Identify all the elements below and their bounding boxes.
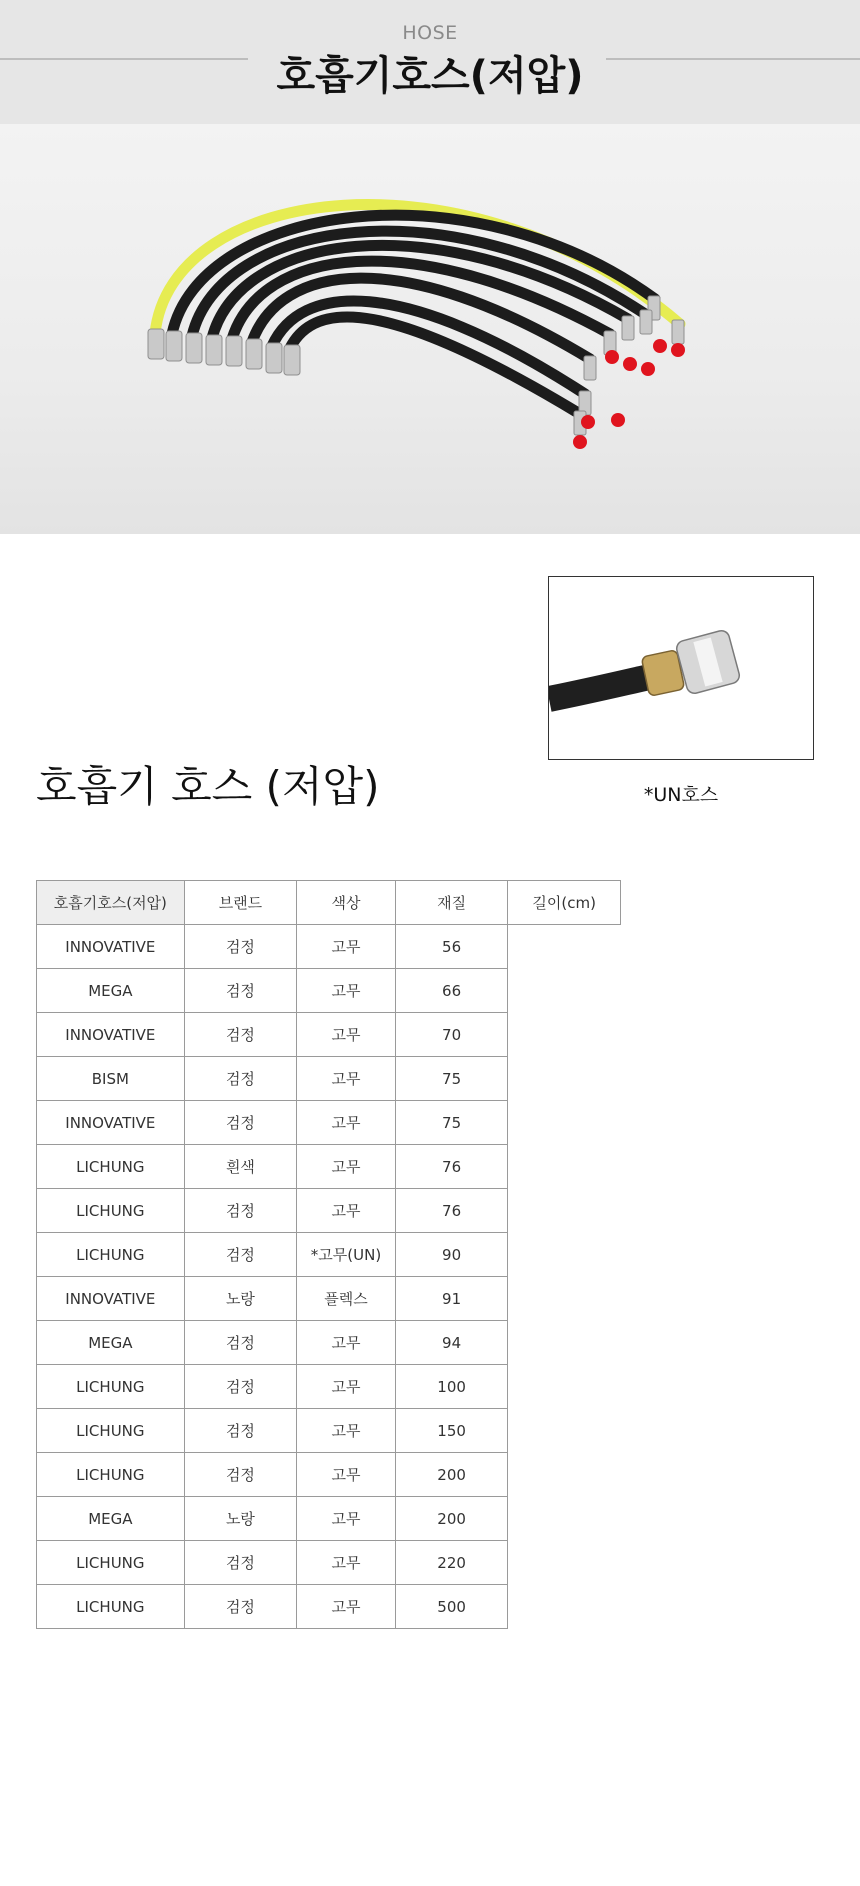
section-title: 호흡기 호스 (저압) [36, 762, 380, 811]
table-cell-color: 검정 [184, 925, 296, 969]
table-cell-material: 고무 [297, 1453, 396, 1497]
un-hose-inset-image [548, 576, 814, 760]
table-cell-length: 56 [395, 925, 508, 969]
table-cell-material: 플렉스 [297, 1277, 396, 1321]
table-cell-length: 220 [395, 1541, 508, 1585]
table-row [37, 1585, 621, 1629]
table-row [37, 1013, 621, 1057]
table-row [37, 1057, 621, 1101]
table-group-label: 호흡기호스(저압) [37, 881, 185, 925]
table-cell-brand: LICHUNG [37, 1365, 185, 1409]
table-cell-length: 500 [395, 1585, 508, 1629]
un-hose-closeup [549, 577, 814, 760]
table-cell-length: 75 [395, 1057, 508, 1101]
table-cell-material: 고무 [297, 969, 396, 1013]
column-header-material: 재질 [395, 881, 508, 925]
table-cell-length: 70 [395, 1013, 508, 1057]
table-cell-color: 검정 [184, 1585, 296, 1629]
table-cell-brand: INNOVATIVE [37, 1013, 185, 1057]
table-cell-color: 노랑 [184, 1277, 296, 1321]
table-cell-material: 고무 [297, 1189, 396, 1233]
table-cell-color: 검정 [184, 1013, 296, 1057]
table-cell-brand: LICHUNG [37, 1585, 185, 1629]
table-row [37, 1365, 621, 1409]
table-cell-length: 200 [395, 1497, 508, 1541]
table-cell-brand: LICHUNG [37, 1145, 185, 1189]
table-cell-material: *고무(UN) [297, 1233, 396, 1277]
table-cell-color: 노랑 [184, 1497, 296, 1541]
table-row [37, 1541, 621, 1585]
table-cell-brand: INNOVATIVE [37, 1101, 185, 1145]
table-header-row [37, 881, 621, 925]
spec-table [36, 880, 621, 1629]
table-row [37, 925, 621, 969]
column-header-length: 길이(cm) [508, 881, 621, 925]
table-row [37, 1233, 621, 1277]
table-cell-length: 90 [395, 1233, 508, 1277]
table-cell-material: 고무 [297, 1585, 396, 1629]
column-header-color: 색상 [297, 881, 396, 925]
table-cell-length: 66 [395, 969, 508, 1013]
table-row [37, 969, 621, 1013]
header-kicker: HOSE [402, 22, 458, 44]
table-cell-brand: LICHUNG [37, 1453, 185, 1497]
table-cell-color: 검정 [184, 1057, 296, 1101]
page-title: 호흡기호스(저압) [276, 53, 584, 99]
table-cell-color: 검정 [184, 1189, 296, 1233]
table-cell-length: 150 [395, 1409, 508, 1453]
table-cell-material: 고무 [297, 925, 396, 969]
table-row [37, 1453, 621, 1497]
table-row [37, 1409, 621, 1453]
inset-caption: *UN호스 [643, 784, 719, 806]
table-row [37, 1497, 621, 1541]
table-cell-color: 검정 [184, 1101, 296, 1145]
table-cell-material: 고무 [297, 1541, 396, 1585]
table-cell-material: 고무 [297, 1497, 396, 1541]
table-cell-color: 검정 [184, 1321, 296, 1365]
table-row [37, 1277, 621, 1321]
table-cell-material: 고무 [297, 1057, 396, 1101]
table-body [37, 925, 621, 1629]
table-cell-brand: MEGA [37, 969, 185, 1013]
table-cell-brand: INNOVATIVE [37, 925, 185, 969]
table-cell-material: 고무 [297, 1321, 396, 1365]
table-cell-brand: BISM [37, 1057, 185, 1101]
header-band [0, 0, 860, 124]
table-cell-material: 고무 [297, 1409, 396, 1453]
table-cell-length: 91 [395, 1277, 508, 1321]
table-cell-length: 76 [395, 1145, 508, 1189]
table-cell-color: 검정 [184, 1453, 296, 1497]
table-cell-color: 흰색 [184, 1145, 296, 1189]
table-cell-brand: MEGA [37, 1321, 185, 1365]
table-cell-brand: LICHUNG [37, 1541, 185, 1585]
table-cell-material: 고무 [297, 1013, 396, 1057]
table-cell-material: 고무 [297, 1145, 396, 1189]
table-row [37, 1101, 621, 1145]
table-cell-brand: LICHUNG [37, 1409, 185, 1453]
table-cell-brand: LICHUNG [37, 1233, 185, 1277]
table-cell-length: 75 [395, 1101, 508, 1145]
table-cell-length: 76 [395, 1189, 508, 1233]
table-cell-color: 검정 [184, 1365, 296, 1409]
table-row [37, 1321, 621, 1365]
table-cell-color: 검정 [184, 969, 296, 1013]
table-cell-length: 200 [395, 1453, 508, 1497]
hose-bundle-image [0, 124, 860, 534]
table-cell-color: 검정 [184, 1541, 296, 1585]
table-cell-color: 검정 [184, 1409, 296, 1453]
table-cell-brand: INNOVATIVE [37, 1277, 185, 1321]
table-cell-length: 94 [395, 1321, 508, 1365]
table-cell-length: 100 [395, 1365, 508, 1409]
table-cell-material: 고무 [297, 1365, 396, 1409]
table-cell-material: 고무 [297, 1101, 396, 1145]
table-row [37, 1189, 621, 1233]
product-photo [0, 124, 860, 534]
table-cell-color: 검정 [184, 1233, 296, 1277]
table-cell-brand: LICHUNG [37, 1189, 185, 1233]
column-header-brand: 브랜드 [184, 881, 296, 925]
table-row [37, 1145, 621, 1189]
table-cell-brand: MEGA [37, 1497, 185, 1541]
